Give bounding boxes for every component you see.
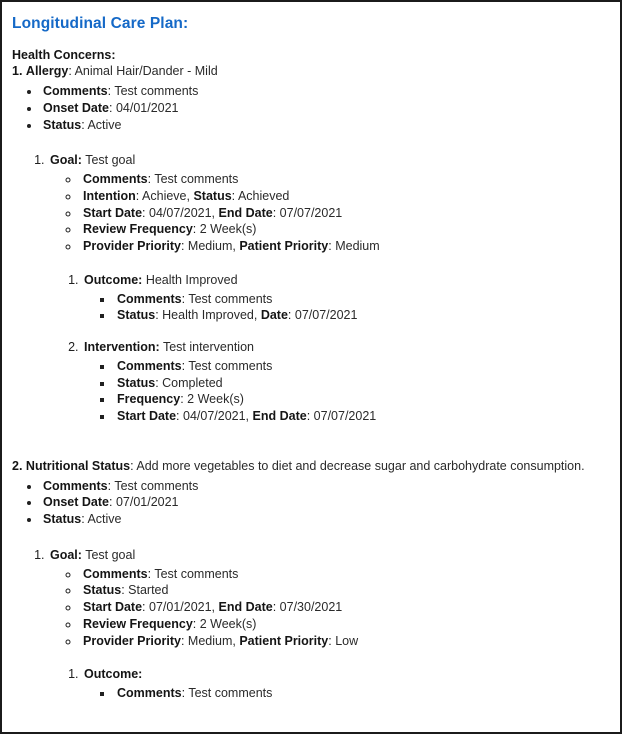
detail-item: ▪ Comments: Test comments <box>114 686 612 702</box>
detail-value-secondary: 07/07/2021 <box>279 205 343 220</box>
goal-details <box>50 172 612 255</box>
detail-item: ◦ Review Frequency: 2 Week(s) <box>80 617 612 633</box>
goal-subitem-title <box>84 667 612 683</box>
goal-details <box>50 567 612 650</box>
goal-label: Goal: <box>50 153 82 168</box>
detail-label-secondary: Patient Priority <box>239 239 329 254</box>
detail-item: • Status: Active <box>41 512 612 528</box>
detail-value: Test comments <box>188 686 273 701</box>
detail-label: Comments <box>83 172 148 187</box>
care-plan-document <box>2 2 620 702</box>
detail-value: Medium, <box>187 633 236 648</box>
health-concern-value: Add more vegetables to diet and decrease sugar and carbohydrate consumption. <box>136 458 585 473</box>
detail-value: 2 Week(s) <box>187 392 244 407</box>
detail-value: 07/01/2021, <box>149 600 216 615</box>
goal-subitem-details <box>84 292 612 325</box>
goal-list <box>12 153 612 425</box>
health-concerns-list <box>10 64 612 702</box>
detail-value: Completed <box>162 375 223 390</box>
detail-value: 04/07/2021, <box>149 205 216 220</box>
detail-value-secondary: Low <box>335 633 359 648</box>
goal-title <box>50 153 612 169</box>
detail-value: Test comments <box>188 291 273 306</box>
detail-item: • Onset Date: 07/01/2021 <box>41 495 612 511</box>
goal-subitem-value: Health Improved <box>145 272 238 287</box>
detail-value: Medium, <box>187 239 236 254</box>
detail-label: Comments <box>43 478 108 493</box>
detail-label: Comments <box>117 291 182 306</box>
detail-value: 04/07/2021, <box>183 409 250 424</box>
goal-subitem-details <box>84 686 612 702</box>
detail-value-secondary: 07/30/2021 <box>279 600 343 615</box>
detail-value: Test comments <box>188 358 273 373</box>
detail-label: Comments <box>83 566 148 581</box>
detail-value-secondary: Medium <box>335 239 380 254</box>
detail-label: Onset Date <box>43 100 109 115</box>
detail-label: Start Date <box>83 205 143 220</box>
detail-item: ◦ Start Date: 07/01/2021, End Date: 07/30/2021 <box>80 600 612 616</box>
detail-label: Intention <box>83 188 136 203</box>
health-concern-title: 2. Nutritional Status: Add more vegetables to diet and decrease sugar and carbohydrate consumption. <box>12 458 585 473</box>
detail-value: 07/01/2021 <box>115 495 179 510</box>
goal-subitem-title <box>84 273 612 289</box>
detail-label-secondary: Patient Priority <box>239 633 329 648</box>
detail-item: • Status: Active <box>41 118 612 134</box>
detail-item: ▪ Status: Completed <box>114 376 612 392</box>
detail-item: ◦ Intention: Achieve, Status: Achieved <box>80 189 612 205</box>
detail-label: Provider Priority <box>83 239 181 254</box>
detail-label-secondary: Status <box>193 188 232 203</box>
detail-label: Comments <box>117 358 182 373</box>
detail-label-secondary: Date <box>260 308 288 323</box>
detail-item: ◦ Provider Priority: Medium, Patient Priority: Medium <box>80 239 612 255</box>
goal-subitem <box>82 340 612 425</box>
detail-value: 04/01/2021 <box>115 100 179 115</box>
detail-item: • Onset Date: 04/01/2021 <box>41 101 612 117</box>
goal-item <box>48 153 612 425</box>
detail-value: Active <box>87 117 122 132</box>
goal-title <box>50 548 612 564</box>
detail-value-secondary: 07/07/2021 <box>313 409 377 424</box>
detail-value: Started <box>128 583 169 598</box>
detail-label: Onset Date <box>43 495 109 510</box>
detail-item: ◦ Status: Started <box>80 583 612 599</box>
detail-label: Review Frequency <box>83 222 193 237</box>
goal-list <box>12 548 612 702</box>
goal-subitem-label: Intervention: <box>84 340 160 355</box>
detail-item: ▪ Comments: Test comments <box>114 292 612 308</box>
detail-label: Status <box>83 583 122 598</box>
detail-value: Test comments <box>114 84 199 99</box>
goal-subitem <box>82 667 612 702</box>
section-heading-health-concerns: Health Concerns: <box>12 47 116 62</box>
health-concern-label: Nutritional Status <box>25 458 131 473</box>
detail-item: ◦ Comments: Test comments <box>80 172 612 188</box>
detail-value: Health Improved, <box>162 308 258 323</box>
detail-value: 2 Week(s) <box>199 616 257 631</box>
detail-item: ◦ Comments: Test comments <box>80 567 612 583</box>
health-concern-number: 2. <box>12 458 23 473</box>
health-concern-number: 1. <box>12 64 23 79</box>
goal-subitem <box>82 273 612 324</box>
goal-subitem-title <box>84 340 612 356</box>
health-concern-value: Animal Hair/Dander - Mild <box>74 64 218 79</box>
detail-label: Start Date <box>117 409 177 424</box>
detail-label: Status <box>117 308 156 323</box>
detail-item: ◦ Start Date: 04/07/2021, End Date: 07/07/2021 <box>80 206 612 222</box>
detail-value: Active <box>87 512 122 527</box>
detail-label: Frequency <box>117 392 181 407</box>
detail-value-secondary: 07/07/2021 <box>294 308 358 323</box>
detail-label: Comments <box>117 686 182 701</box>
detail-item: ▪ Status: Health Improved, Date: 07/07/2021 <box>114 308 612 324</box>
detail-item: • Comments: Test comments <box>41 84 612 100</box>
detail-label: Comments <box>43 84 108 99</box>
goal-item <box>48 548 612 702</box>
detail-label: Start Date <box>83 600 143 615</box>
detail-item: ▪ Comments: Test comments <box>114 359 612 375</box>
detail-label-secondary: End Date <box>218 205 273 220</box>
goal-subitem-details <box>84 359 612 425</box>
detail-label: Status <box>117 375 156 390</box>
detail-item: • Comments: Test comments <box>41 479 612 495</box>
goal-subitem-list <box>50 667 612 702</box>
goal-subitem-label: Outcome: <box>84 667 143 682</box>
health-concern-block <box>12 64 612 425</box>
detail-label: Review Frequency <box>83 616 193 631</box>
health-concern-label: Allergy <box>25 64 69 79</box>
detail-label: Provider Priority <box>83 633 181 648</box>
detail-value: 2 Week(s) <box>199 222 257 237</box>
detail-item: ◦ Review Frequency: 2 Week(s) <box>80 222 612 238</box>
detail-label: Status <box>43 512 82 527</box>
goal-subitem-value: Test intervention <box>162 340 254 355</box>
detail-value-secondary: Achieved <box>237 188 290 203</box>
detail-label-secondary: End Date <box>252 409 307 424</box>
goal-value: Test goal <box>85 153 136 168</box>
health-concern-details <box>12 479 612 528</box>
detail-value: Test comments <box>154 172 239 187</box>
health-concern-block <box>12 459 612 702</box>
goal-subitem-label: Outcome: <box>84 272 143 287</box>
detail-item: ▪ Frequency: 2 Week(s) <box>114 392 612 408</box>
health-concern-title: 1. Allergy: Animal Hair/Dander - Mild <box>12 64 218 79</box>
health-concern-details <box>12 84 612 133</box>
detail-label-secondary: End Date <box>218 600 273 615</box>
goal-subitem-list <box>50 273 612 425</box>
goal-label: Goal: <box>50 547 82 562</box>
goal-value: Test goal <box>85 547 136 562</box>
page-title: Longitudinal Care Plan: <box>12 15 189 32</box>
detail-item: ◦ Provider Priority: Medium, Patient Priority: Low <box>80 634 612 650</box>
detail-value: Achieve, <box>142 188 190 203</box>
detail-value: Test comments <box>154 566 239 581</box>
detail-item: ▪ Start Date: 04/07/2021, End Date: 07/07/2021 <box>114 409 612 425</box>
detail-label: Status <box>43 117 82 132</box>
detail-value: Test comments <box>114 478 199 493</box>
